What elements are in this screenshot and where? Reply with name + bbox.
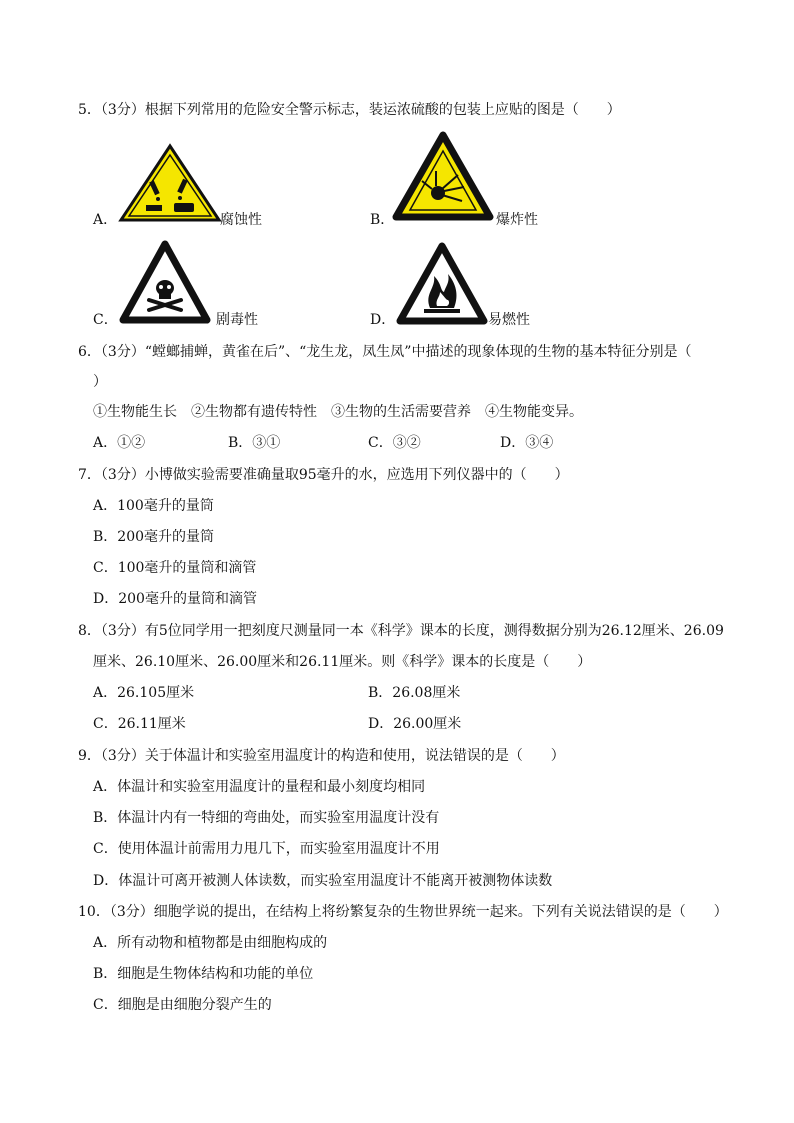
- q5-stem: 5．（3分）根据下列常用的危险安全警示标志，装运浓硫酸的包装上应贴的图是（ ）: [78, 102, 621, 118]
- q7-option-a: A．100毫升的量筒: [93, 498, 214, 514]
- q9-stem: 9．（3分）关于体温计和实验室用温度计的构造和使用，说法错误的是（ ）: [78, 748, 565, 764]
- q5-option-d-letter: D．: [370, 312, 396, 328]
- q7-option-d: D．200毫升的量筒和滴管: [93, 591, 257, 607]
- q9-option-c: C．使用体温计前需用力甩几下，而实验室用温度计不用: [93, 841, 440, 857]
- flammable-sign-icon: [396, 242, 488, 326]
- q5-option-c-label: 剧毒性: [216, 312, 258, 328]
- q6-statements: ①生物能生长 ②生物都有遗传特性 ③生物的生活需要营养 ④生物能变异。: [93, 404, 583, 420]
- q8-stem-line1: 8．（3分）有5位同学用一把刻度尺测量同一本《科学》课本的长度，测得数据分别为26.12厘米、26.09: [78, 623, 724, 639]
- explosive-sign-icon: [392, 131, 494, 223]
- q5-option-c-letter: C．: [93, 312, 118, 328]
- q5-option-b-label: 爆炸性: [496, 212, 538, 228]
- q10-stem: 10．（3分）细胞学说的提出，在结构上将纷繁复杂的生物世界统一起来。下列有关说法错误的是（ ）: [78, 904, 728, 920]
- q6-option-a: A．①②: [93, 435, 146, 451]
- q8-option-b: B．26.08厘米: [368, 685, 461, 701]
- q9-option-d: D．体温计可离开被测人体读数，而实验室用温度计不能离开被测物体读数: [93, 873, 553, 889]
- q10-option-a: A．所有动物和植物都是由细胞构成的: [93, 935, 328, 951]
- corrosive-sign-icon: [118, 143, 222, 223]
- q8-option-d: D．26.00厘米: [368, 716, 462, 732]
- q9-option-a: A．体温计和实验室用温度计的量程和最小刻度均相同: [93, 779, 426, 795]
- q8-stem-line2: 厘米、26.10厘米、26.00厘米和26.11厘米。则《科学》课本的长度是（ ）: [93, 654, 592, 670]
- q6-option-c: C．③②: [368, 435, 421, 451]
- q7-option-b: B．200毫升的量筒: [93, 529, 215, 545]
- q7-option-c: C．100毫升的量筒和滴管: [93, 560, 257, 576]
- q5-option-d-label: 易燃性: [488, 312, 530, 328]
- q9-option-b: B．体温计内有一特细的弯曲处，而实验室用温度计没有: [93, 810, 440, 826]
- q10-option-c: C．细胞是由细胞分裂产生的: [93, 997, 272, 1013]
- toxic-sign-icon: [119, 240, 211, 326]
- q5-option-b-letter: B．: [370, 212, 395, 228]
- q6-option-d: D．③④: [500, 435, 554, 451]
- q10-option-b: B．细胞是生物体结构和功能的单位: [93, 966, 314, 982]
- q6-stem-line1: 6．（3分）“螳螂捕蝉，黄雀在后”、“龙生龙，凤生凤”中描述的现象体现的生物的基本特征分别是（: [78, 344, 692, 360]
- q6-stem-line2: ）: [93, 374, 107, 390]
- q7-stem: 7．（3分）小博做实验需要准确量取95毫升的水，应选用下列仪器中的（ ）: [78, 467, 569, 483]
- q5-option-a-label: 腐蚀性: [220, 212, 262, 228]
- q5-option-a-letter: A．: [93, 212, 118, 228]
- q6-option-b: B．③①: [228, 435, 281, 451]
- q8-option-c: C．26.11厘米: [93, 716, 186, 732]
- q8-option-a: A．26.105厘米: [93, 685, 195, 701]
